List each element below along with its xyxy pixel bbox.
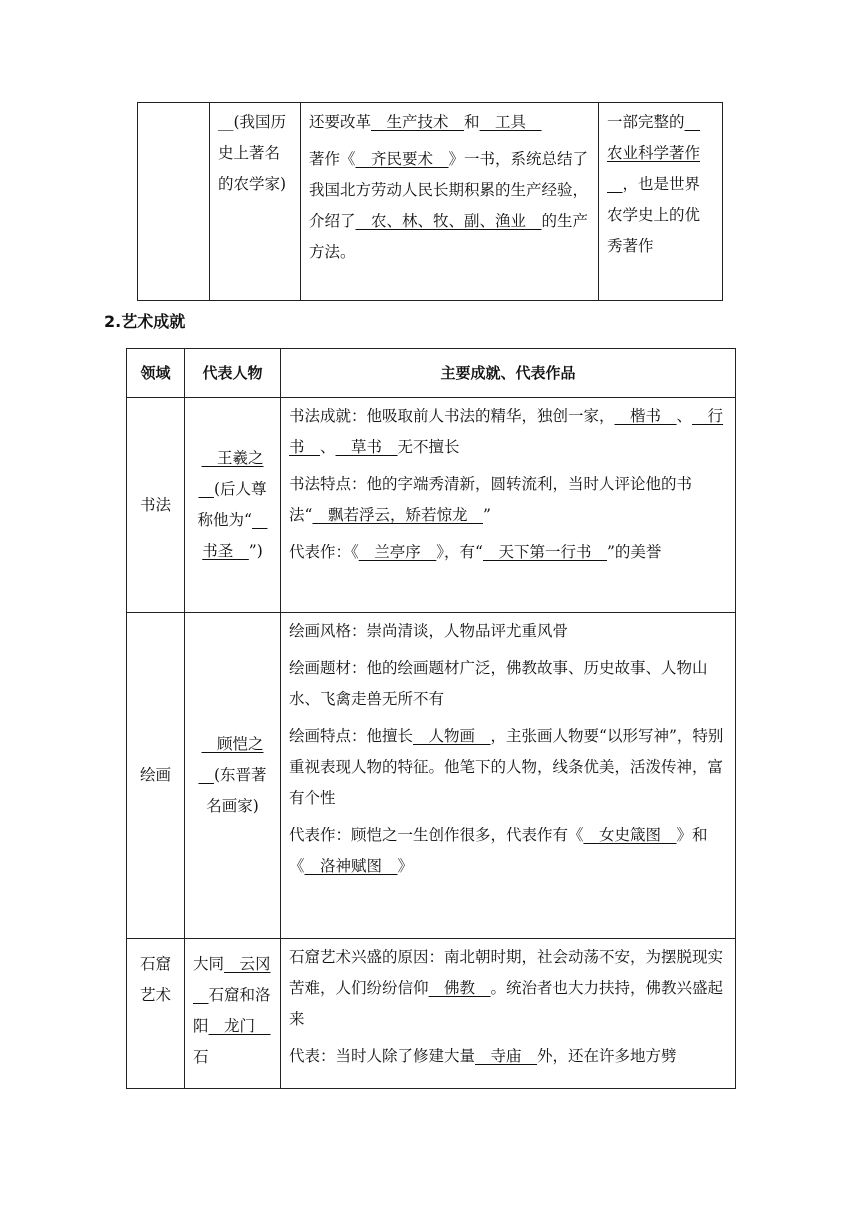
answer-tools: __工具__ — [479, 113, 542, 131]
answer-gu-kaizhi: __顾恺之__ — [198, 735, 264, 784]
text: 》 — [397, 857, 414, 875]
header-achievement: 主要成就、代表作品 — [281, 349, 736, 398]
text: 书法成就：他吸取前人书法的精华，独创一家， — [289, 407, 615, 425]
answer-lantingxu: __兰亭序__ — [358, 543, 437, 561]
painting-subject: 绘画题材：他的绘画题材广泛，佛教故事、历史故事、人物山水、飞禽走兽无所不有 — [289, 659, 708, 708]
field-calligraphy: 书法 — [127, 398, 185, 613]
section-title: 2.艺术成就 — [104, 312, 186, 331]
text: 》和《 — [289, 826, 708, 875]
field-grotto — [127, 939, 185, 1089]
person-desc: (我国历史上著名的农学家) — [218, 113, 287, 193]
field-painting: 绘画 — [127, 613, 185, 939]
text: ，也是世界农学史上的优秀著作 — [607, 175, 701, 255]
answer-nushizhen: __女史箴图__ — [583, 826, 677, 844]
calligraphy-achievements — [281, 398, 736, 613]
header-person: 代表人物 — [185, 349, 281, 398]
text: ”的美誉 — [606, 543, 662, 561]
answer-caoshu: __草书__ — [335, 438, 398, 456]
answer-sage: __书圣__ — [202, 511, 268, 560]
text: 绘画特点：他擅长 — [289, 727, 414, 745]
blank: __ — [218, 113, 234, 131]
person-calligraphy — [185, 398, 281, 613]
answer-agri-science: __农业科学著作__ — [607, 113, 701, 193]
text: 石 — [193, 1048, 209, 1066]
answer-kaishu: __楷书__ — [614, 407, 677, 425]
text: 无不擅长 — [397, 438, 460, 456]
person-painting — [185, 613, 281, 939]
answer-comment: __飘若浮云，矫若惊龙__ — [312, 506, 483, 524]
text: 代表作：顾恺之一生创作很多，代表作有《 — [289, 826, 584, 844]
text: (后人尊称他为“ — [197, 480, 267, 529]
text: 著作《 — [309, 150, 356, 168]
answer-xingshu: __行书__ — [289, 407, 724, 456]
answer-figure-painting: __人物画__ — [413, 727, 491, 745]
text: ”) — [248, 542, 263, 560]
text: 石窟艺术 — [139, 955, 171, 1004]
text: 大同 — [193, 955, 225, 973]
text: 外，还在许多地方劈 — [537, 1047, 677, 1065]
text: 》，有“ — [436, 543, 483, 561]
text: 代表作：《 — [289, 543, 359, 561]
text: 的生产方法。 — [309, 212, 589, 261]
text: ” — [482, 506, 491, 524]
empty-cell — [138, 103, 210, 301]
text: 、 — [676, 407, 693, 425]
text: 石窟艺术兴盛的原因：南北朝时期，社会动荡不安，为摆脱现实苦难，人们纷纷信仰 — [289, 948, 724, 997]
answer-yungang: __云冈__ — [193, 955, 271, 1004]
text: 、 — [320, 438, 336, 456]
agri-person-cell — [210, 103, 301, 301]
text: ，主张画人物要“以形写神”，特别重视表现人物的特征。他笔下的人物，线条优美，活泼传神，富有个性 — [289, 727, 724, 807]
answer-wang-xizhi: __王羲之__ — [198, 449, 264, 498]
answer-longmen: __龙门__ — [208, 1017, 271, 1035]
text: 代表：当时人除了修建大量 — [289, 1047, 476, 1065]
agri-evaluation-cell — [599, 103, 723, 301]
text: 还要改革 — [309, 113, 372, 131]
answer-fields: __农、林、牧、副、渔业__ — [355, 212, 542, 230]
painting-style: 绘画风格：崇尚清谈，人物品评尤重风骨 — [289, 622, 569, 640]
header-field: 领域 — [127, 349, 185, 398]
text: 石窟和洛阳 — [193, 986, 271, 1035]
art-table — [126, 348, 736, 1089]
person-grotto — [185, 939, 281, 1089]
text: 书法特点：他的字端秀清新，圆转流利，当时人评论他的书法“ — [289, 475, 693, 524]
text: 一部完整的 — [607, 113, 685, 131]
painting-achievements — [281, 613, 736, 939]
answer-luoshenfu: __洛神赋图__ — [304, 857, 398, 875]
answer-production-tech: __生产技术__ — [371, 113, 465, 131]
answer-book: __齐民要术__ — [355, 150, 449, 168]
agri-achievement-cell — [301, 103, 599, 301]
answer-buddhism: __佛教__ — [428, 979, 491, 997]
text: 》一书，系统总结了我国北方劳动人民长期积累的生产经验，介绍了 — [309, 150, 589, 230]
agriculture-table — [137, 102, 723, 301]
answer-fame: __天下第一行书__ — [482, 543, 607, 561]
answer-temple: __寺庙__ — [475, 1047, 538, 1065]
text: 。统治者也大力扶持，佛教兴盛起来 — [289, 979, 724, 1028]
grotto-achievements — [281, 939, 736, 1089]
text: 和 — [464, 113, 480, 131]
text: (东晋著名画家) — [206, 766, 267, 815]
